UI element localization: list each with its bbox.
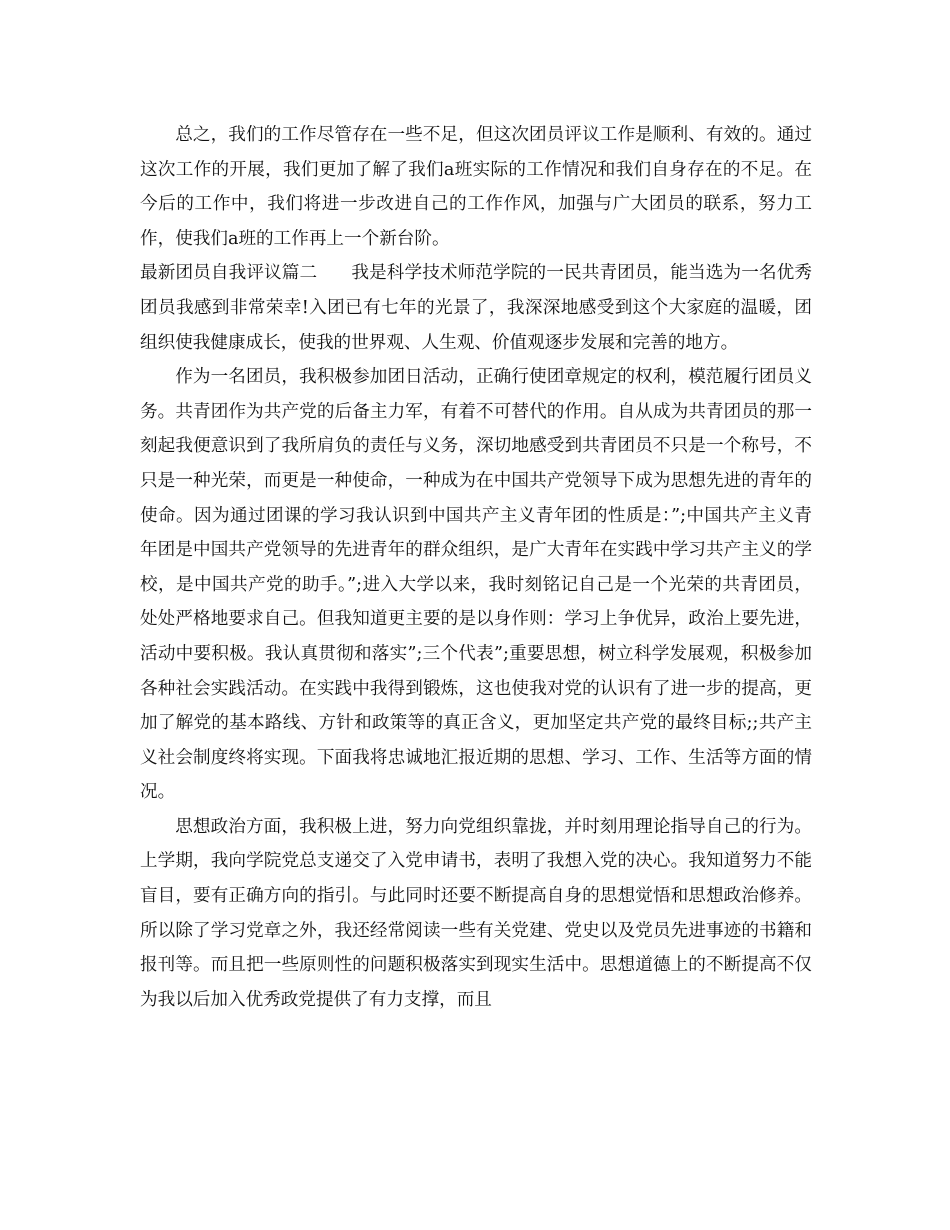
paragraph-summary: 总之，我们的工作尽管存在一些不足，但这次团员评议工作是顺利、有效的。通过这次工作的开展，我们更加了解了我们a班实际的工作情况和我们自身存在的不足。在今后的工作中，我们将进一步改进自己的工作作风，加强与广大团员的联系，努力工作，使我们a班的工作再上一个新台阶。 [140,125,812,249]
section-title: 最新团员自我评议篇二 [140,263,318,284]
paragraph-political-thought: 思想政治方面，我积极上进，努力向党组织靠拢，并时刻用理论指导自己的行为。上学期，我向学院党总支递交了入党申请书，表明了我想入党的决心。我知道努力不能盲目，要有正确方向的指引。与此同时还要不断提高自身的思想觉悟和思想政治修养。所以除了学习党章之外，我还经常阅读一些有关党建、党史以及党员先进事迹的书籍和报刊等。而且把一些原则性的问题积极落实到现实生活中。思想道德上的不断提高不仅为我以后加入优秀政党提供了有力支撑，而且 [140,816,812,1010]
paragraph-section-two [140,256,812,360]
document-body [140,118,812,1017]
paragraph-as-member: 作为一名团员，我积极参加团日活动，正确行使团章规定的权利，模范履行团员义务。共青团作为共产党的后备主力军，有着不可替代的作用。自从成为共青团员的那一刻起我便意识到了我所肩负的责任与义务，深切地感受到共青团员不只是一个称号，不只是一种光荣，而更是一种使命，一种成为在中国共产党领导下成为思想先进的青年的使命。因为通过团课的学习我认识到中国共产主义青年团的性质是：”;中国共产主义青年团是中国共产党领导的先进青年的群众组织，是广大青年在实践中学习共产主义的学校，是中国共产党的助手。”;进入大学以来，我时刻铭记自己是一个光荣的共青团员，处处严格地要求自己。但我知道更主要的是以身作则：学习上争优异，政治上要先进，活动中要积极。我认真贯彻和落实”;三个代表”;重要思想，树立科学发展观，积极参加各种社会实践活动。在实践中我得到锻炼，这也使我对党的认识有了进一步的提高，更加了解党的基本路线、方针和政策等的真正含义，更加坚定共产党的最终目标;;共产主义社会制度终将实现。下面我将忠诚地汇报近期的思想、学习、工作、生活等方面的情况。 [140,367,812,803]
section-two-text: 我是科学技术师范学院的一民共青团员，能当选为一名优秀团员我感到非常荣幸!入团已有七年的光景了，我深深地感受到这个大家庭的温暖，团组织使我健康成长，使我的世界观、人生观、价值观逐步发展和完善的地方。 [140,263,812,353]
